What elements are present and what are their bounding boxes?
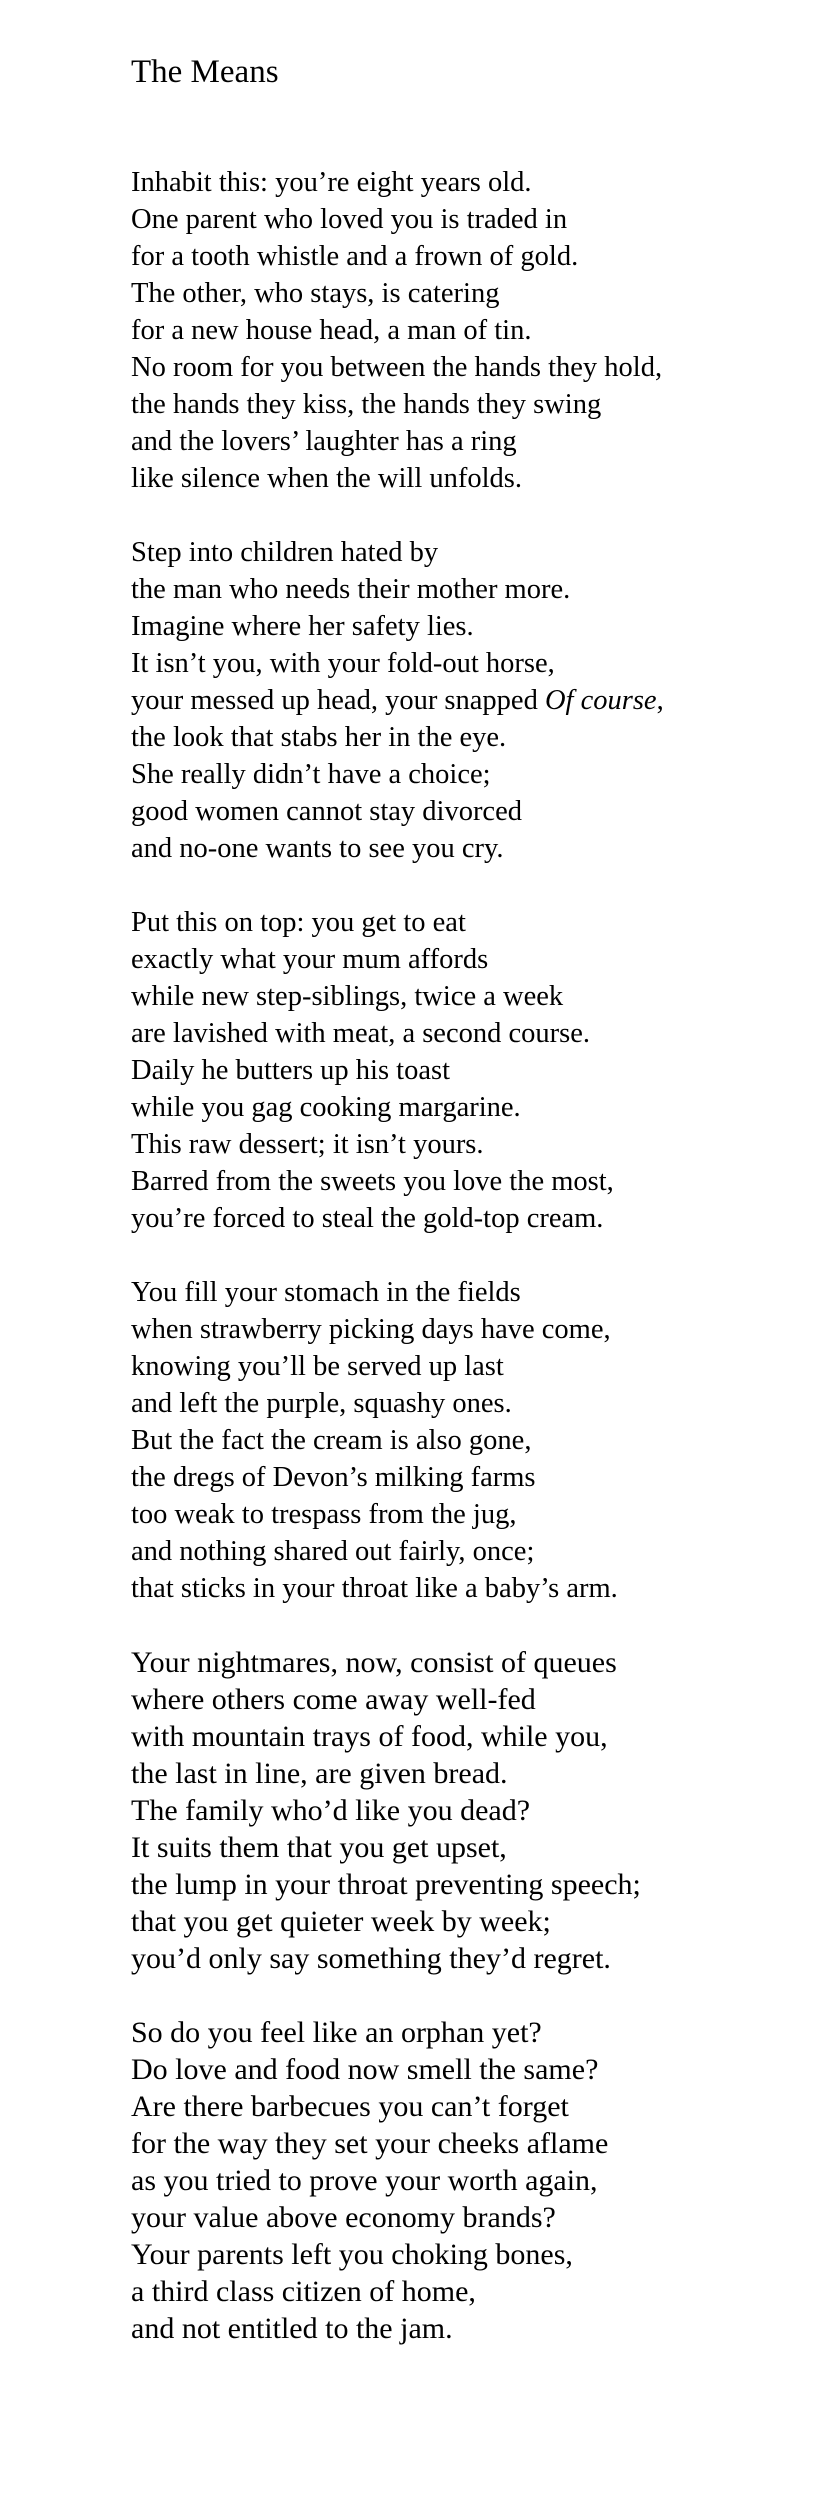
poem-line: and nothing shared out fairly, once; <box>131 1536 535 1567</box>
poem-line-italic: Of course <box>544 685 657 716</box>
poem-line: the look that stabs her in the eye. <box>131 722 507 753</box>
poem-line-segment: , <box>656 685 664 716</box>
document-page <box>131 52 795 2384</box>
poem-line: for the way they set your cheeks aflame <box>131 2127 609 2160</box>
poem-line <box>131 682 795 719</box>
poem-line: The family who’d like you dead? <box>131 1794 531 1827</box>
poem-line: But the fact the cream is also gone, <box>131 1425 532 1456</box>
poem-line: as you tried to prove your worth again, <box>131 2164 598 2197</box>
stanza-2 <box>131 534 795 867</box>
poem-line: too weak to trespass from the jug, <box>131 1499 517 1530</box>
poem-line: Barred from the sweets you love the most, <box>131 1166 614 1197</box>
poem-line: No room for you between the hands they hold, <box>131 352 663 383</box>
poem-line: for a tooth whistle and a frown of gold. <box>131 241 579 272</box>
poem-line: So do you feel like an orphan yet? <box>131 2016 542 2049</box>
poem-line-segment: your messed up head, your snapped <box>131 685 545 716</box>
poem-line: One parent who loved you is traded in <box>131 204 568 235</box>
poem-line: that sticks in your throat like a baby’s arm. <box>131 1573 618 1604</box>
poem-line: It isn’t you, with your fold-out horse, <box>131 648 555 679</box>
poem-line: Imagine where her safety lies. <box>131 611 474 642</box>
poem-line: while you gag cooking margarine. <box>131 1092 521 1123</box>
poem-line: for a new house head, a man of tin. <box>131 315 532 346</box>
poem-line: where others come away well-fed <box>131 1683 536 1716</box>
poem-line: The other, who stays, is catering <box>131 278 500 309</box>
poem-line: with mountain trays of food, while you, <box>131 1720 608 1753</box>
poem-line: the man who needs their mother more. <box>131 574 571 605</box>
poem-line: and the lovers’ laughter has a ring <box>131 426 517 457</box>
poem-title: The Means <box>131 54 279 90</box>
poem-line: that you get quieter week by week; <box>131 1905 551 1938</box>
poem-line: Inhabit this: you’re eight years old. <box>131 167 532 198</box>
stanza-1 <box>131 164 795 497</box>
poem-line: and not entitled to the jam. <box>131 2312 453 2345</box>
poem-line: Do love and food now smell the same? <box>131 2053 599 2086</box>
poem-line: good women cannot stay divorced <box>131 796 522 827</box>
poem-line: the hands they kiss, the hands they swing <box>131 389 602 420</box>
poem-body <box>131 164 795 2347</box>
stanza-3 <box>131 904 795 1237</box>
poem-line: Your parents left you choking bones, <box>131 2238 573 2271</box>
poem-line: your value above economy brands? <box>131 2201 556 2234</box>
poem-line: when strawberry picking days have come, <box>131 1314 611 1345</box>
poem-line: Step into children hated by <box>131 537 439 568</box>
poem-line: knowing you’ll be served up last <box>131 1351 504 1382</box>
poem-line: Put this on top: you get to eat <box>131 907 466 938</box>
poem-line: like silence when the will unfolds. <box>131 463 522 494</box>
poem-line: Daily he butters up his toast <box>131 1055 450 1086</box>
poem-line: you’re forced to steal the gold-top cream. <box>131 1203 604 1234</box>
poem-line: the lump in your throat preventing speech; <box>131 1868 641 1901</box>
poem-line: while new step-siblings, twice a week <box>131 981 564 1012</box>
poem-line: You fill your stomach in the fields <box>131 1277 521 1308</box>
poem-line: the last in line, are given bread. <box>131 1757 508 1790</box>
poem-line: the dregs of Devon’s milking farms <box>131 1462 536 1493</box>
poem-line: and left the purple, squashy ones. <box>131 1388 512 1419</box>
poem-line: It suits them that you get upset, <box>131 1831 507 1864</box>
stanza-4 <box>131 1274 795 1607</box>
poem-line: a third class citizen of home, <box>131 2275 476 2308</box>
poem-line: This raw dessert; it isn’t yours. <box>131 1129 484 1160</box>
poem-line: Are there barbecues you can’t forget <box>131 2090 569 2123</box>
stanza-6 <box>131 2014 795 2347</box>
poem-line: are lavished with meat, a second course. <box>131 1018 590 1049</box>
poem-line: exactly what your mum affords <box>131 944 489 975</box>
poem-line: She really didn’t have a choice; <box>131 759 491 790</box>
stanza-5 <box>131 1644 795 1977</box>
poem-line: you’d only say something they’d regret. <box>131 1942 611 1975</box>
poem-line: and no-one wants to see you cry. <box>131 833 504 864</box>
poem-line: Your nightmares, now, consist of queues <box>131 1646 617 1679</box>
